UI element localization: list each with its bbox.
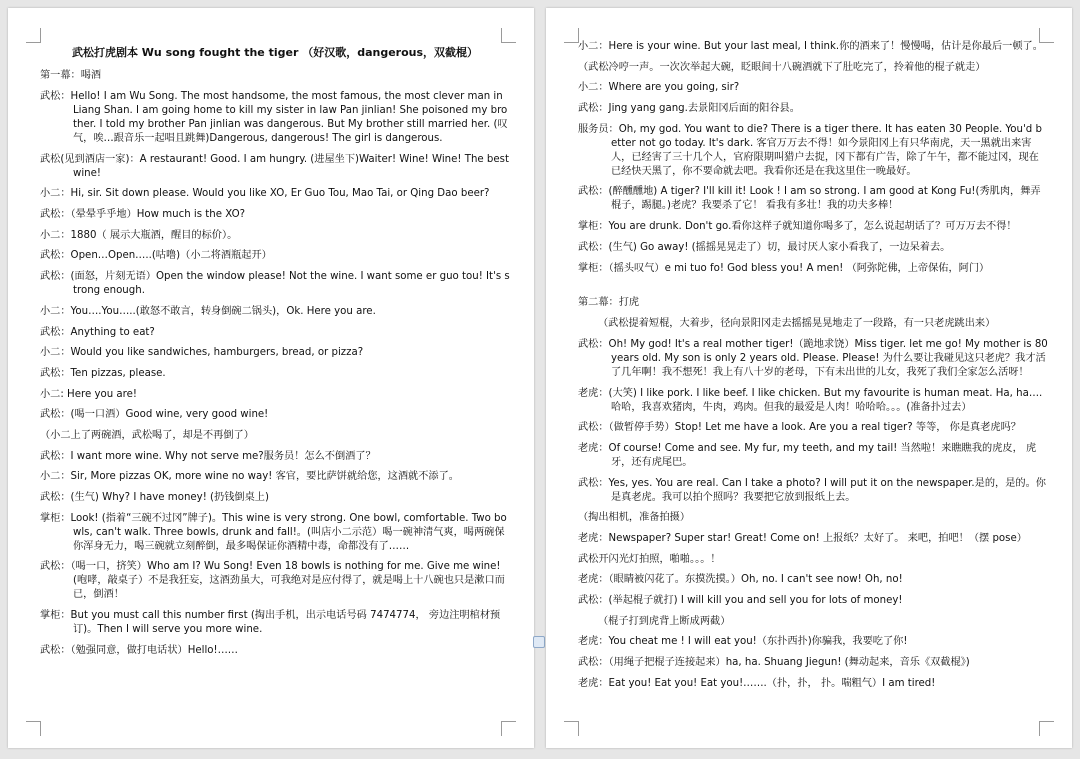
script-line: 武松：(喝一口酒）Good wine, very good wine! xyxy=(40,409,269,421)
script-line: 武松：（勉强同意，做打电话状）Hello!…… xyxy=(40,644,238,656)
stage-direction: （棍子打到虎背上断成两截） xyxy=(598,615,731,627)
document-page-right xyxy=(546,8,1072,748)
script-line: 武松(见到酒店一家)：A restaurant! Good. I am hungry. (进屋坐下)Waiter! Wine! Wine! The best wine! xyxy=(40,153,509,179)
script-line: 小二：Where are you going, sir? xyxy=(578,82,740,94)
page-corner-mark xyxy=(26,28,41,43)
stage-direction: （武松冷哼一声。一次次举起大碗，眨眼间十八碗酒就下了肚吃完了，拎着他的棍子就走） xyxy=(578,61,986,73)
script-line: 老虎：(大笑) I like pork. I like beef. I like chicken. But my favourite is human meat. Ha, ha….哈哈，我喜欢猪肉，牛肉，鸡肉。但我的最爱是人肉！哈哈哈。。。(准备扑过去） xyxy=(578,387,1043,413)
script-line: 老虎：Of course! Come and see. My fur, my teeth, and my tail! 当然啦！来瞧瞧我的虎皮， 虎牙，还有虎尾巴。 xyxy=(578,442,1037,468)
script-line: 武松：(生气) Why? I have money! (扔钱倒桌上) xyxy=(40,492,269,503)
script-line: 武松：Oh! My god! It's a real mother tiger!（跪地求饶）Miss tiger. let me go! My mother is 80 years old. My son is only 2 years old. Please. Please! 为什么要让我碰见这只老虎？我才活了几年啊！我不想死！我上有八十岁的老母，下有未出世的儿女，我死了我们全家怎么活呀！ xyxy=(578,338,1048,378)
script-line: 武松：（喝一口，挤笑）Who am I? Wu Song! Even 18 bowls is nothing for me. Give me wine!(咆哮，敲桌子）不是我狂妄，这酒劲虽大，可我绝对是应付得了，就是喝上十八碗也只是漱口而已，倒酒！ xyxy=(40,561,505,601)
script-line: 老虎：（眼睛被闪花了。东摸洗摸。）Oh, no. I can't see now! Oh, no! xyxy=(578,574,903,586)
script-line: 武松：Anything to eat? xyxy=(40,326,155,338)
script-line: 小二：Hi, sir. Sit down please. Would you like XO, Er Guo Tou, Mao Tai, or Qing Dao beer? xyxy=(40,188,490,200)
page-corner-mark xyxy=(26,721,41,736)
script-line: 武松：(面怒，片刻无语）Open the window please! Not the wine. I want some er guo tou! It's strong enough. xyxy=(40,271,510,297)
script-line: 武松：(生气) Go away! (摇摇晃晃走了）切，最讨厌人家小看我了，一边呆着去。 xyxy=(578,241,951,253)
script-line: 武松：Jing yang gang.去景阳冈后面的阳谷县。 xyxy=(578,103,800,115)
act-heading: 第二幕：打虎 xyxy=(578,297,640,309)
page-corner-mark xyxy=(1039,721,1054,736)
script-line: 武松：(醉醺醺地) A tiger? I'll kill it! Look ! I am so strong. I am good at Kong Fu!(秀肌肉，舞弄棍子，踢腿。)老虎？我要杀了它！ 看我有多壮！我的功夫多棒！ xyxy=(578,186,1041,212)
page-corner-mark xyxy=(501,721,516,736)
script-line: 掌柜：You are drunk. Don't go.看你这样子就知道你喝多了，怎么说起胡话了？可万万去不得！ xyxy=(578,221,1017,233)
script-line: 掌柜：（摇头叹气）e mi tuo fo! God bless you! A men! （阿弥陀佛，上帝保佑，阿门） xyxy=(578,262,990,274)
page-content[interactable] xyxy=(40,46,510,664)
script-line: 小二：Here is your wine. But your last meal, I think.你的酒来了！慢慢喝，估计是你最后一顿了。 xyxy=(578,41,1043,52)
script-line: 小二：You….You…..(敢怒不敢言，转身倒碗二锅头)，Ok. Here you are. xyxy=(40,305,376,317)
page-corner-mark xyxy=(501,28,516,43)
stage-direction: （小二上了两碗酒，武松喝了，却是不再倒了） xyxy=(40,429,254,441)
page-corner-mark xyxy=(564,28,579,43)
script-line: 武松：Ten pizzas, please. xyxy=(40,367,166,379)
page-content[interactable] xyxy=(578,40,1048,698)
script-line: 武松：Hello! I am Wu Song. The most handsome, the most famous, the most clever man in Liang Shan. I am going home to kill my sister in law Pan jinlian! She poisoned my brother. I told my brother Pan jinlian was dangerous. But My brother still married her. (叹气，唉…跟音乐一起唱且跳舞)Dangerous, dangerous! The girl is dangerous. xyxy=(40,91,508,144)
stage-direction: （掏出相机，准备拍摄） xyxy=(578,512,691,524)
act-heading: 第一幕：喝酒 xyxy=(40,70,102,81)
script-line: 武松：Open…Open…..(咕噜)（小二将酒瓶起开） xyxy=(40,250,272,262)
script-line: 小二：Would you like sandwiches, hamburgers, bread, or pizza? xyxy=(40,347,364,359)
script-line: 服务员：Oh, my god. You want to die? There is a tiger there. It has eaten 30 People. You'd better not go today. It's dark. 客官万万去不得！如今景阳冈上有只华南虎，天一黑就出来害人，已经害了三十几个人，官府限期叫猎户去捉，冈下都有广告，除了午午，都不能过冈，现在已经快天黑了，你不要命就去吧。我看你还是在我这里住一晚最好。 xyxy=(578,123,1042,177)
script-line: 武松：（用绳子把棍子连接起来）ha, ha. Shuang Jiegun! (舞动起来，音乐《双截棍》) xyxy=(578,657,970,669)
script-line: 掌柜：Look! (指着“三碗不过冈”牌子)。This wine is very strong. One bowl, comfortable. Two bowls, can't walk. Three bowls, drunk and fall!。(叫店小二示范）喝一碗神清气爽，喝两碗保你浑身无力，喝三碗就立刻醉倒，最多喝保证你酒精中毒，命都没有了…… xyxy=(40,512,507,552)
page-corner-mark xyxy=(564,721,579,736)
script-line: 老虎：Newspaper? Super star! Great! Come on! 上报纸？太好了。 来吧，拍吧！（摆 pose） xyxy=(578,533,1027,544)
script-line: 武松：（晕晕乎乎地）How much is the XO? xyxy=(40,209,246,221)
blank-line xyxy=(578,282,1048,296)
script-line: 武松：Yes, yes. You are real. Can I take a photo? I will put it on the newspaper.是的，是的。你是真老虎。我可以拍个照吗？我要把它放到报纸上去。 xyxy=(578,477,1046,503)
stage-direction: 武松开闪光灯拍照，啪啪。。。！ xyxy=(578,553,721,565)
document-page-left xyxy=(8,8,534,748)
script-line: 武松：(举起棍子就打) I will kill you and sell you for lots of money! xyxy=(578,595,903,607)
script-line: 老虎：You cheat me ! I will eat you!（东扑西扑)你骗我，我要吃了你! xyxy=(578,636,908,648)
script-line: 老虎：Eat you! Eat you! Eat you!…….（扑，扑， 扑。喘粗气）I am tired! xyxy=(578,677,936,689)
document-title: 武松打虎剧本 Wu song fought the tiger （好汉歌，dangerous，双截棍） xyxy=(71,46,479,59)
script-line: 武松：I want more wine. Why not serve me?服务员！怎么不倒酒了？ xyxy=(40,450,376,462)
script-line: 掌柜：But you must call this number first (掏出手机，出示电话号码 7474774， 旁边注明棺材预订)。Then I will serve you more wine. xyxy=(40,610,501,636)
script-line: 武松：（做暂停手势）Stop! Let me have a look. Are you a real tiger? 等等， 你是真老虎吗？ xyxy=(578,422,1021,434)
script-line: 小二: Here you are! xyxy=(40,388,137,400)
script-line: 小二：1880（ 展示大瓶酒，醒目的标价）。 xyxy=(40,229,238,241)
paste-options-icon[interactable] xyxy=(533,636,545,648)
script-line: 小二：Sir, More pizzas OK, more wine no way! 客官，要比萨饼就给您，这酒就不添了。 xyxy=(40,471,459,483)
stage-direction: （武松提着短棍，大着步，径向景阳冈走去摇摇晃晃地走了一段路，有一只老虎跳出来） xyxy=(598,318,996,330)
